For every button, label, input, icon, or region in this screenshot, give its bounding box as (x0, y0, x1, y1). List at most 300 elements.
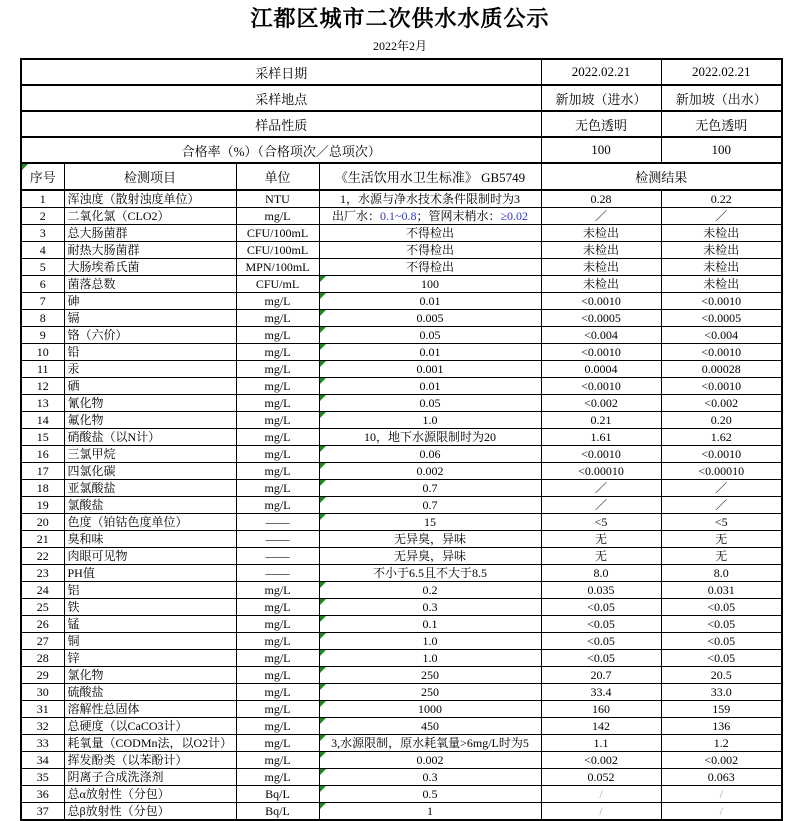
row-result-inlet-cell: <0.002 (541, 752, 661, 769)
row-result-outlet-cell: 无 (661, 531, 782, 548)
row-index-cell: 12 (21, 378, 64, 395)
row-result-outlet-cell: <0.0010 (661, 344, 782, 361)
row-index-cell: 31 (21, 701, 64, 718)
row-result-outlet-cell: <0.05 (661, 633, 782, 650)
row-index-cell: 3 (21, 225, 64, 242)
row-item-cell: 耗氧量（CODMn法，以O2计） (64, 735, 236, 752)
row-result-inlet-cell: 未检出 (541, 259, 661, 276)
row-standard-cell: 250 (319, 684, 541, 701)
row-result-inlet-cell: ／ (541, 480, 661, 497)
row-result-outlet-cell: <0.0010 (661, 446, 782, 463)
row-standard-cell: 0.05 (319, 327, 541, 344)
column-header-item: 检测项目 (64, 163, 236, 190)
row-standard-cell: 0.002 (319, 463, 541, 480)
row-result-inlet-cell: ／ (541, 208, 661, 225)
row-index-cell: 11 (21, 361, 64, 378)
note-triangle-icon (320, 786, 326, 792)
note-triangle-icon (320, 395, 326, 401)
row-standard-cell: 1 (319, 803, 541, 821)
row-result-inlet-cell: 0.21 (541, 412, 661, 429)
row-result-inlet-cell: 1.61 (541, 429, 661, 446)
row-index-cell: 7 (21, 293, 64, 310)
row-result-outlet-cell: <0.002 (661, 395, 782, 412)
row-unit-cell: MPN/100mL (236, 259, 319, 276)
info-row-inlet-value: 无色透明 (541, 111, 661, 137)
row-result-outlet-cell: <0.0010 (661, 293, 782, 310)
row-item-cell: 汞 (64, 361, 236, 378)
row-index-cell: 33 (21, 735, 64, 752)
table-header (21, 163, 782, 190)
row-standard-cell: 0.06 (319, 446, 541, 463)
row-standard-cell: 250 (319, 667, 541, 684)
row-unit-cell: mg/L (236, 293, 319, 310)
row-index-cell: 20 (21, 514, 64, 531)
row-result-outlet-cell: 未检出 (661, 225, 782, 242)
row-item-cell: 铝 (64, 582, 236, 599)
info-row-label: 采样日期 (21, 59, 541, 85)
row-result-outlet-cell: <0.00010 (661, 463, 782, 480)
note-triangle-icon (320, 276, 326, 282)
row-result-inlet-cell: <0.004 (541, 327, 661, 344)
row-standard-cell: 0.3 (319, 769, 541, 786)
row-item-cell: 色度（铂钴色度单位） (64, 514, 236, 531)
note-triangle-icon (320, 582, 326, 588)
row-result-inlet-cell: <0.05 (541, 599, 661, 616)
row-standard-cell: 1.0 (319, 633, 541, 650)
row-item-cell: 硝酸盐（以N计） (64, 429, 236, 446)
row-unit-cell: —— (236, 531, 319, 548)
info-row-inlet-value: 新加坡（进水） (541, 85, 661, 111)
row-item-cell: 浑浊度（散射浊度单位） (64, 190, 236, 208)
row-result-outlet-cell: 0.031 (661, 582, 782, 599)
row-index-cell: 25 (21, 599, 64, 616)
note-triangle-icon (320, 480, 326, 486)
row-result-inlet-cell: 142 (541, 718, 661, 735)
row-item-cell: 臭和味 (64, 531, 236, 548)
row-unit-cell: mg/L (236, 633, 319, 650)
row-result-outlet-cell: <0.05 (661, 650, 782, 667)
table-row (21, 344, 782, 361)
row-result-outlet-cell: / (661, 803, 782, 821)
row-index-cell: 8 (21, 310, 64, 327)
table-row (21, 497, 782, 514)
note-triangle-icon (320, 412, 326, 418)
table-row (21, 480, 782, 497)
row-unit-cell: CFU/100mL (236, 225, 319, 242)
row-standard-cell: 无异臭，异味 (319, 548, 541, 565)
standard-value-text: 出厂水： (331, 209, 380, 223)
row-unit-cell: mg/L (236, 497, 319, 514)
row-index-cell: 2 (21, 208, 64, 225)
table-row (21, 225, 782, 242)
row-standard-cell: 0.5 (319, 786, 541, 803)
row-item-cell: 铜 (64, 633, 236, 650)
row-unit-cell: Bq/L (236, 786, 319, 803)
column-header-no (21, 163, 64, 190)
row-index-cell: 35 (21, 769, 64, 786)
row-result-inlet-cell: <0.0010 (541, 378, 661, 395)
table-row (21, 803, 782, 821)
row-index-cell: 23 (21, 565, 64, 582)
row-result-inlet-cell: 1.1 (541, 735, 661, 752)
info-row (21, 137, 782, 163)
row-result-inlet-cell: 无 (541, 531, 661, 548)
table-row (21, 650, 782, 667)
row-result-inlet-cell: 160 (541, 701, 661, 718)
row-unit-cell: mg/L (236, 327, 319, 344)
row-unit-cell: Bq/L (236, 803, 319, 821)
row-result-outlet-cell: <0.004 (661, 327, 782, 344)
row-unit-cell: —— (236, 565, 319, 582)
row-result-outlet-cell: 未检出 (661, 259, 782, 276)
row-standard-cell: 0.3 (319, 599, 541, 616)
row-result-outlet-cell: 33.0 (661, 684, 782, 701)
row-unit-cell: mg/L (236, 378, 319, 395)
row-result-inlet-cell: 未检出 (541, 242, 661, 259)
row-standard-cell: 3,水源限制，原水耗氧量>6mg/L时为5 (319, 735, 541, 752)
note-triangle-icon (320, 327, 326, 333)
info-row-label: 合格率（%）（合格项次／总项次） (21, 137, 541, 163)
table-row (21, 633, 782, 650)
row-result-outlet-cell: 0.20 (661, 412, 782, 429)
standard-value-text: ；管网末梢水： (416, 209, 501, 223)
row-item-cell: 总大肠菌群 (64, 225, 236, 242)
row-item-cell: 锰 (64, 616, 236, 633)
info-row-label: 采样地点 (21, 85, 541, 111)
note-triangle-icon (320, 446, 326, 452)
row-result-inlet-cell: <0.0005 (541, 310, 661, 327)
row-standard-cell: 不小于6.5且不大于8.5 (319, 565, 541, 582)
row-result-inlet-cell: <0.00010 (541, 463, 661, 480)
row-unit-cell: mg/L (236, 446, 319, 463)
row-result-inlet-cell: <0.05 (541, 650, 661, 667)
row-index-cell: 14 (21, 412, 64, 429)
row-standard-cell: 0.005 (319, 310, 541, 327)
info-row-label: 样品性质 (21, 111, 541, 137)
row-unit-cell: CFU/mL (236, 276, 319, 293)
table-row (21, 446, 782, 463)
row-result-outlet-cell: <0.05 (661, 616, 782, 633)
info-row-outlet-value: 新加坡（出水） (661, 85, 782, 111)
table-row (21, 208, 782, 225)
note-triangle-icon (320, 361, 326, 367)
row-unit-cell: mg/L (236, 361, 319, 378)
row-item-cell: 总硬度（以CaCO3计） (64, 718, 236, 735)
row-unit-cell: mg/L (236, 429, 319, 446)
info-row-inlet-value: 2022.02.21 (541, 59, 661, 85)
row-standard-cell: 0.002 (319, 752, 541, 769)
row-result-outlet-cell: 8.0 (661, 565, 782, 582)
row-unit-cell: mg/L (236, 480, 319, 497)
row-unit-cell: mg/L (236, 684, 319, 701)
row-result-inlet-cell: / (541, 786, 661, 803)
row-result-outlet-cell: / (661, 786, 782, 803)
row-unit-cell: mg/L (236, 395, 319, 412)
row-result-inlet-cell: <5 (541, 514, 661, 531)
table-row (21, 514, 782, 531)
row-item-cell: 氰化物 (64, 395, 236, 412)
row-index-cell: 18 (21, 480, 64, 497)
table-row (21, 548, 782, 565)
info-row-inlet-value: 100 (541, 137, 661, 163)
info-row (21, 111, 782, 137)
row-standard-cell: 1，水源与净水技术条件限制时为3 (319, 190, 541, 208)
note-triangle-icon (320, 344, 326, 350)
row-unit-cell: mg/L (236, 616, 319, 633)
table-row (21, 395, 782, 412)
row-result-outlet-cell: 0.063 (661, 769, 782, 786)
column-header-no-label: 序号 (29, 170, 56, 185)
note-triangle-icon (22, 164, 28, 170)
water-quality-table (20, 58, 783, 821)
row-standard-cell: 0.1 (319, 616, 541, 633)
row-item-cell: 铬（六价） (64, 327, 236, 344)
row-standard-cell: 不得检出 (319, 242, 541, 259)
row-standard-cell (319, 208, 541, 225)
standard-value-number: 0.1~0.8 (379, 209, 417, 223)
note-triangle-icon (320, 463, 326, 469)
note-triangle-icon (320, 616, 326, 622)
table-row (21, 786, 782, 803)
row-result-outlet-cell: 1.62 (661, 429, 782, 446)
row-standard-cell: 不得检出 (319, 259, 541, 276)
row-unit-cell: —— (236, 548, 319, 565)
row-result-outlet-cell: 1.2 (661, 735, 782, 752)
info-row (21, 59, 782, 85)
note-triangle-icon (320, 701, 326, 707)
row-result-inlet-cell: / (541, 803, 661, 821)
table-row (21, 769, 782, 786)
table-row (21, 310, 782, 327)
row-index-cell: 24 (21, 582, 64, 599)
page-title: 江都区城市二次供水水质公示 (250, 6, 550, 31)
row-item-cell: 铁 (64, 599, 236, 616)
row-result-inlet-cell: <0.0010 (541, 344, 661, 361)
row-unit-cell: mg/L (236, 463, 319, 480)
note-triangle-icon (320, 633, 326, 639)
note-triangle-icon (320, 650, 326, 656)
row-unit-cell: mg/L (236, 344, 319, 361)
row-result-outlet-cell: <0.002 (661, 752, 782, 769)
table-row (21, 327, 782, 344)
row-result-outlet-cell: 未检出 (661, 242, 782, 259)
table-row (21, 531, 782, 548)
row-standard-cell: 0.05 (319, 395, 541, 412)
row-item-cell: 氯化物 (64, 667, 236, 684)
info-rows (21, 59, 782, 163)
row-index-cell: 1 (21, 190, 64, 208)
row-unit-cell: CFU/100mL (236, 242, 319, 259)
row-standard-cell: 0.01 (319, 378, 541, 395)
row-item-cell: 三氯甲烷 (64, 446, 236, 463)
table-row (21, 463, 782, 480)
row-item-cell: 硒 (64, 378, 236, 395)
row-index-cell: 13 (21, 395, 64, 412)
row-result-outlet-cell: 136 (661, 718, 782, 735)
row-result-outlet-cell: 未检出 (661, 276, 782, 293)
row-item-cell: 四氯化碳 (64, 463, 236, 480)
info-row (21, 85, 782, 111)
note-triangle-icon (320, 803, 326, 809)
note-triangle-icon (320, 599, 326, 605)
row-result-inlet-cell: 20.7 (541, 667, 661, 684)
row-result-outlet-cell: <0.05 (661, 599, 782, 616)
data-rows (21, 190, 782, 820)
row-standard-cell: 450 (319, 718, 541, 735)
row-result-inlet-cell: 0.035 (541, 582, 661, 599)
note-triangle-icon (320, 735, 326, 741)
row-index-cell: 29 (21, 667, 64, 684)
table-row (21, 582, 782, 599)
row-index-cell: 9 (21, 327, 64, 344)
row-result-inlet-cell: <0.05 (541, 616, 661, 633)
row-item-cell: 溶解性总固体 (64, 701, 236, 718)
row-index-cell: 5 (21, 259, 64, 276)
column-header-result: 检测结果 (541, 163, 782, 190)
row-item-cell: 肉眼可见物 (64, 548, 236, 565)
table-row (21, 735, 782, 752)
row-result-outlet-cell: 20.5 (661, 667, 782, 684)
row-index-cell: 34 (21, 752, 64, 769)
row-index-cell: 6 (21, 276, 64, 293)
row-unit-cell: mg/L (236, 582, 319, 599)
note-triangle-icon (320, 667, 326, 673)
row-result-inlet-cell: 33.4 (541, 684, 661, 701)
row-standard-cell: 1.0 (319, 412, 541, 429)
row-unit-cell: NTU (236, 190, 319, 208)
row-result-outlet-cell: 0.22 (661, 190, 782, 208)
row-item-cell: 耐热大肠菌群 (64, 242, 236, 259)
table-row (21, 293, 782, 310)
row-item-cell: 镉 (64, 310, 236, 327)
row-item-cell: 二氧化氯（CLO2） (64, 208, 236, 225)
row-index-cell: 4 (21, 242, 64, 259)
table-row (21, 259, 782, 276)
row-unit-cell: —— (236, 514, 319, 531)
table-row (21, 429, 782, 446)
row-standard-cell: 0.01 (319, 344, 541, 361)
info-row-outlet-value: 2022.02.21 (661, 59, 782, 85)
row-result-outlet-cell: 159 (661, 701, 782, 718)
note-triangle-icon (320, 769, 326, 775)
row-index-cell: 28 (21, 650, 64, 667)
table-row (21, 667, 782, 684)
row-standard-cell: 不得检出 (319, 225, 541, 242)
row-item-cell: 硫酸盐 (64, 684, 236, 701)
row-result-outlet-cell: ／ (661, 208, 782, 225)
row-item-cell: 总α放射性（分包） (64, 786, 236, 803)
table-row (21, 616, 782, 633)
row-result-outlet-cell: 无 (661, 548, 782, 565)
row-index-cell: 17 (21, 463, 64, 480)
row-index-cell: 27 (21, 633, 64, 650)
row-result-inlet-cell: 0.052 (541, 769, 661, 786)
row-index-cell: 26 (21, 616, 64, 633)
row-unit-cell: mg/L (236, 752, 319, 769)
row-index-cell: 10 (21, 344, 64, 361)
row-item-cell: 氟化物 (64, 412, 236, 429)
row-result-inlet-cell: ／ (541, 497, 661, 514)
row-standard-cell: 1.0 (319, 650, 541, 667)
row-result-inlet-cell: 未检出 (541, 276, 661, 293)
note-triangle-icon (320, 378, 326, 384)
row-unit-cell: mg/L (236, 650, 319, 667)
row-standard-cell: 无异臭，异味 (319, 531, 541, 548)
column-header-standard: 《生活饮用水卫生标准》 GB5749 (319, 163, 541, 190)
row-index-cell: 37 (21, 803, 64, 821)
row-unit-cell: mg/L (236, 208, 319, 225)
note-triangle-icon (320, 497, 326, 503)
row-standard-cell: 10，地下水源限制时为20 (319, 429, 541, 446)
row-result-inlet-cell: 未检出 (541, 225, 661, 242)
row-item-cell: 大肠埃希氏菌 (64, 259, 236, 276)
row-unit-cell: mg/L (236, 718, 319, 735)
column-header-row (21, 163, 782, 190)
note-triangle-icon (320, 310, 326, 316)
row-item-cell: 菌落总数 (64, 276, 236, 293)
row-index-cell: 19 (21, 497, 64, 514)
row-unit-cell: mg/L (236, 701, 319, 718)
page-subtitle: 2022年2月 (372, 39, 427, 53)
standard-value-number: ≥0.02 (500, 209, 529, 223)
row-unit-cell: mg/L (236, 735, 319, 752)
table-row (21, 599, 782, 616)
row-result-inlet-cell: 0.0004 (541, 361, 661, 378)
row-standard-cell: 100 (319, 276, 541, 293)
row-result-inlet-cell: <0.002 (541, 395, 661, 412)
row-result-outlet-cell: ／ (661, 480, 782, 497)
row-item-cell: PH值 (64, 565, 236, 582)
info-row-outlet-value: 100 (661, 137, 782, 163)
row-result-inlet-cell: 8.0 (541, 565, 661, 582)
row-result-inlet-cell: 0.28 (541, 190, 661, 208)
info-row-outlet-value: 无色透明 (661, 111, 782, 137)
row-result-outlet-cell: <5 (661, 514, 782, 531)
row-unit-cell: mg/L (236, 769, 319, 786)
row-unit-cell: mg/L (236, 310, 319, 327)
row-item-cell: 锌 (64, 650, 236, 667)
row-standard-cell: 0.7 (319, 480, 541, 497)
row-index-cell: 30 (21, 684, 64, 701)
row-index-cell: 15 (21, 429, 64, 446)
row-item-cell: 砷 (64, 293, 236, 310)
note-triangle-icon (320, 293, 326, 299)
row-item-cell: 氯酸盐 (64, 497, 236, 514)
row-result-inlet-cell: <0.05 (541, 633, 661, 650)
row-result-outlet-cell: 0.00028 (661, 361, 782, 378)
row-index-cell: 36 (21, 786, 64, 803)
row-unit-cell: mg/L (236, 599, 319, 616)
row-unit-cell: mg/L (236, 412, 319, 429)
row-index-cell: 32 (21, 718, 64, 735)
row-item-cell: 挥发酚类（以苯酚计） (64, 752, 236, 769)
row-item-cell: 阴离子合成洗涤剂 (64, 769, 236, 786)
note-triangle-icon (320, 718, 326, 724)
row-index-cell: 22 (21, 548, 64, 565)
row-result-inlet-cell: <0.0010 (541, 446, 661, 463)
row-result-outlet-cell: <0.0005 (661, 310, 782, 327)
row-standard-cell: 0.001 (319, 361, 541, 378)
table-row (21, 412, 782, 429)
table-row (21, 701, 782, 718)
row-standard-cell: 1000 (319, 701, 541, 718)
table-row (21, 684, 782, 701)
row-standard-cell: 15 (319, 514, 541, 531)
table-row (21, 752, 782, 769)
table-row (21, 378, 782, 395)
table-row (21, 565, 782, 582)
table-row (21, 276, 782, 293)
